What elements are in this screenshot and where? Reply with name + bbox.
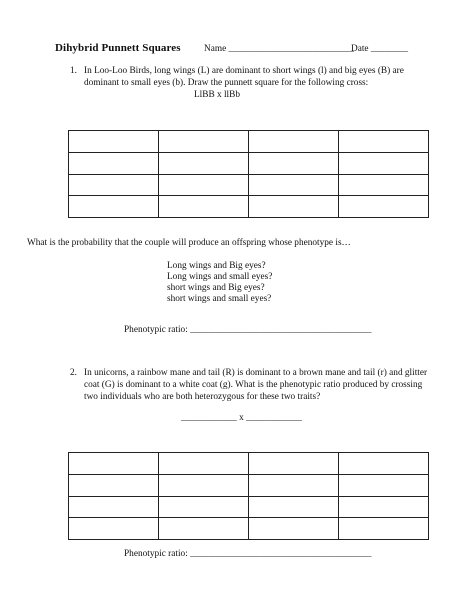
punnett-cell bbox=[339, 131, 429, 153]
question-1-line-1: In Loo-Loo Birds, long wings (L) are dominant to short wings (l) and big eyes (B) are bbox=[84, 66, 404, 76]
phenotype-item: Long wings and Big eyes? bbox=[167, 261, 266, 271]
punnett-cell bbox=[339, 152, 429, 174]
punnett-cell bbox=[339, 518, 429, 540]
punnett-cell bbox=[249, 453, 339, 475]
punnett-cell bbox=[159, 518, 249, 540]
question-2-line-2: coat (G) is dominant to a white coat (g). What is the phenotypic ratio produced by crossing bbox=[84, 380, 423, 390]
phenotypic-ratio-1: Phenotypic ratio: _______________________________________ bbox=[124, 325, 372, 335]
punnett-cell bbox=[159, 174, 249, 196]
punnett-cell bbox=[339, 474, 429, 496]
punnett-cell bbox=[69, 518, 159, 540]
phenotype-item: Long wings and small eyes? bbox=[167, 272, 273, 282]
punnett-cell bbox=[159, 131, 249, 153]
punnett-cell bbox=[159, 474, 249, 496]
punnett-cell bbox=[69, 474, 159, 496]
probability-question: What is the probability that the couple will produce an offspring whose phenotype is… bbox=[27, 238, 351, 248]
punnett-cell bbox=[249, 496, 339, 518]
question-2-line-1: In unicorns, a rainbow mane and tail (R) is dominant to a brown mane and tail (r) and glitter bbox=[84, 368, 428, 378]
phenotype-item: short wings and small eyes? bbox=[167, 294, 272, 304]
punnett-square-2 bbox=[68, 452, 429, 540]
punnett-cell bbox=[69, 453, 159, 475]
punnett-square-1 bbox=[68, 130, 429, 218]
punnett-cell bbox=[69, 496, 159, 518]
question-2-number: 2. bbox=[70, 368, 77, 378]
punnett-cell bbox=[339, 496, 429, 518]
punnett-cell bbox=[159, 196, 249, 218]
phenotypic-ratio-2: Phenotypic ratio: _______________________________________ bbox=[124, 549, 372, 559]
punnett-cell bbox=[159, 152, 249, 174]
date-field: Date ________ bbox=[351, 44, 409, 54]
question-2-line-3: two individuals who are both heterozygous for these two traits? bbox=[84, 392, 321, 402]
question-1-number: 1. bbox=[70, 66, 77, 76]
worksheet-title: Dihybrid Punnett Squares bbox=[55, 42, 181, 54]
punnett-cell bbox=[339, 196, 429, 218]
punnett-cell bbox=[249, 474, 339, 496]
punnett-cell bbox=[249, 518, 339, 540]
punnett-cell bbox=[69, 196, 159, 218]
question-1-cross: LlBB x llBb bbox=[194, 90, 240, 100]
punnett-cell bbox=[159, 496, 249, 518]
punnett-cell bbox=[69, 174, 159, 196]
punnett-cell bbox=[249, 196, 339, 218]
punnett-cell bbox=[339, 453, 429, 475]
punnett-cell bbox=[249, 131, 339, 153]
question-1-line-2: dominant to small eyes (b). Draw the punnett square for the following cross: bbox=[84, 78, 369, 88]
punnett-cell bbox=[69, 131, 159, 153]
punnett-cell bbox=[249, 174, 339, 196]
punnett-cell bbox=[69, 152, 159, 174]
name-field: Name ___________________________ bbox=[204, 44, 355, 54]
question-2-cross: ____________ x ____________ bbox=[181, 413, 302, 423]
phenotype-item: short wings and Big eyes? bbox=[167, 283, 265, 293]
punnett-cell bbox=[249, 152, 339, 174]
punnett-cell bbox=[159, 453, 249, 475]
punnett-cell bbox=[339, 174, 429, 196]
